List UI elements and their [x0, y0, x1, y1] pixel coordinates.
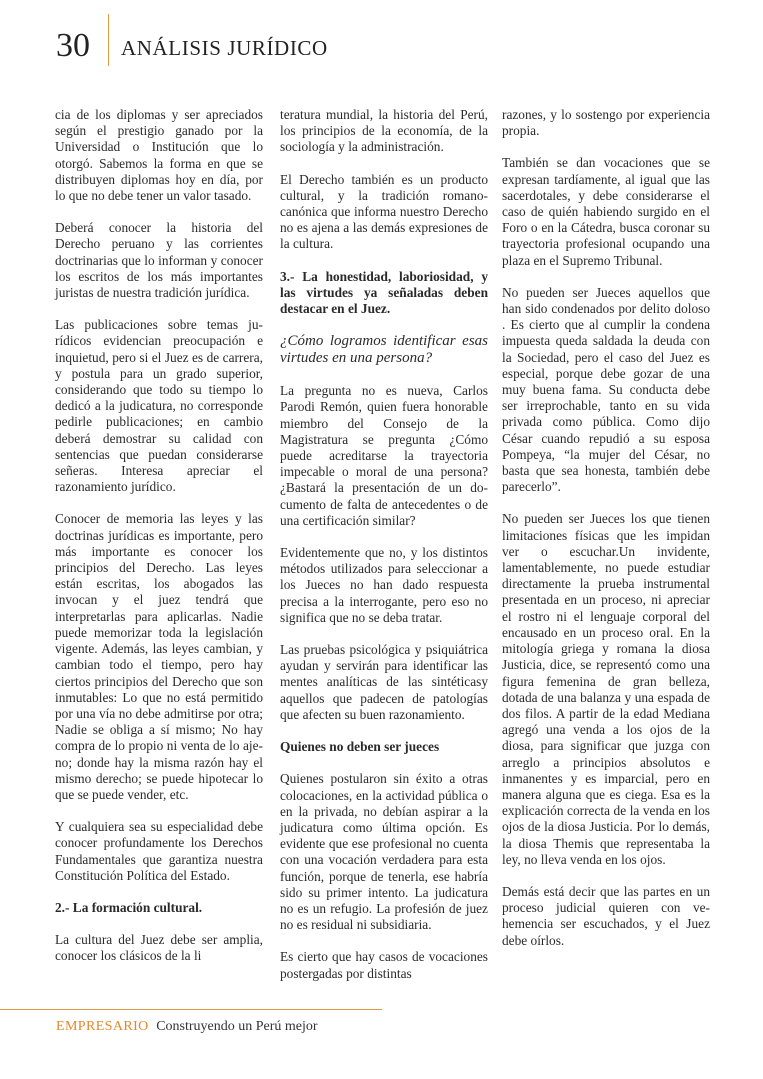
paragraph: Deberá conocer la historia del Derecho peruano y las corrientes doctrinarias que lo informan y conocer los escritos de los más importantes juristas de nuestra tradición jurídica. [55, 220, 263, 301]
paragraph: Evidentemente que no, y los distintos métodos utilizados para seleccionar a los Jueces no han dado respuesta precisa a la interrogante, pero eso no significa que no se deba tratar. [280, 545, 488, 625]
section-heading: 3.- La honestidad, laboriosidad, y las virtudes ya señaladas deben destacar en el Juez. [280, 268, 488, 317]
magazine-brand: EMPRESARIO [56, 1019, 149, 1034]
paragraph: razones, y lo sostengo por experiencia propia. [502, 107, 710, 139]
section-heading: 2.- La formación cultural. [55, 899, 203, 915]
paragraph: cia de los diplomas y ser apreciados según el prestigio ganado por la Universidad o Institución que lo otorgó. Sabemos la forma en que se distribuyen diplomas hoy en día, por lo que no debe tener un valor tasado. [55, 107, 263, 204]
paragraph: La pregunta no es nueva, Carlos Parodi Remón, quien fuera honorable miembro del Consejo de la Magistratura se pregunta ¿Cómo puede acreditarse la trayectoria impecable o moral de una persona? ¿Bastará la presentación de un documento de falta de antecedentes o de una certificación similar? [280, 383, 488, 528]
text-column-1 [55, 107, 263, 981]
page-footer [56, 1018, 318, 1036]
paragraph: El Derecho también es un producto cultural, y la tradición romano-canónica que informa nuestro Derecho no es ajena a las demás expresiones de la cultura. [280, 171, 488, 252]
magazine-tagline: Construyendo un Perú mejor [156, 1019, 318, 1034]
paragraph: No pueden ser Jueces aquellos que han sido condenados por delito doloso . Es cierto que al cumplir la condena impuesta queda saldada la deuda con la Sociedad, pero el caso del Juez es especial, porque debe gozar de una muy buena fama. Su conducta debe ser irreprochable, tanto en su vida privada como pública. Como dijo César cuando repudió a su esposa Pompeya, “la mujer del César, no basta que sea honesta, también debe parecerlo”. [502, 284, 710, 495]
section-title: ANÁLISIS JURÍDICO [121, 36, 328, 60]
header-divider [108, 14, 109, 66]
paragraph: La cultura del Juez debe ser amplia, conocer los clásicos de la li [55, 932, 263, 964]
footer-divider [0, 1009, 382, 1010]
paragraph: Las publicaciones sobre temas jurídicos evidencian preocupación e inquietud, pero si el Juez es de carrera, y postula para un grado superior, considerando que todo su tiempo lo dedicó a la judicatura, no corresponde pedirle publicaciones; en cambio deberá demostrar su calidad con sentencias que puedan considerarse señeras. Interesa apreciar el razonamiento jurídico. [55, 317, 263, 495]
text-column-3 [502, 107, 710, 965]
paragraph: Y cualquiera sea su especialidad debe conocer profundamente los Derechos Fundamentales que garantiza nuestra Constitución Política del Estado. [55, 819, 263, 883]
paragraph: Las pruebas psicológica y psiquiátrica ayudan y servirán para identificar las mentes analíticas de las sintéticasy aquellos que padecen de patologías que afecten su buen razonamiento. [280, 642, 488, 722]
text-column-2 [280, 107, 488, 998]
paragraph: Quienes postularon sin éxito a otras colocaciones, en la actividad pública o en la privada, no debían aspirar a la judicatura como última opción. Es evidente que ese profesional no cuenta con una vocación verdadera para esta función, porque de tenerla, ese habría sido su primer intento. La judicatura no es un refugio. La profesión de juez no es residual ni subsidiaria. [280, 771, 488, 933]
section-heading: Quienes no deben ser jueces [280, 739, 440, 755]
paragraph: No pueden ser Jueces los que tienen limitaciones físicas que les impidan ver o escuchar.Un invidente, lamentablemente, no puede estudiar directamente la prueba instrumental presentada en un proceso, ni apreciar el rostro ni el lenguaje corporal del encausado en un proceso oral. En la mitología griega y romana la diosa Justicia, dice, se representó como una figura femenina de gran belleza, dotada de una balanza y una espada de dos filos. A partir de la edad Mediana agregó una venda a los ojos de la diosa, para significar que juzga con arreglo a principios absolutos e inmanentes y es imparcial, pero en manera alguna que es ciega. Esa es la explicación correcta de la venda en los ojos de la diosa Justicia. Por lo demás, la diosa Themis que representaba la ley, no lleva venda en los ojos. [502, 511, 710, 867]
question-subheading: ¿Cómo logramos identificar esas virtudes en una persona? [280, 333, 488, 367]
paragraph: Es cierto que hay casos de vocaciones postergadas por distintas [280, 949, 488, 981]
paragraph: Conocer de memoria las leyes y las doctrinas jurídicas es importante, pero más importante es conocer los principios del Derecho. Las leyes están escritas, los abogados las invocan y el juez tendrá que interpretarlas para aplicarlas. Nadie puede memorizar toda la legislación vigente. Además, las leyes cambian, y cambian todo el tiempo, pero hay ciertos principios del Derecho que son inmutables: Lo que no está permitido por una vía no debe admitirse por otra; Nadie se obliga a sí mismo; No hay compra de lo propio ni venta de lo ajeno; donde hay la misma razón hay el mismo derecho; se puede hipotecar lo que se puede vender, etc. [55, 511, 263, 802]
page-number: 30 [56, 27, 90, 64]
paragraph: Demás está decir que las partes en un proceso judicial quieren con vehemencia ser escuchados, y el Juez debe oírlos. [502, 883, 710, 948]
paragraph: teratura mundial, la historia del Perú, los principios de la economía, de la sociología y la administración. [280, 107, 488, 155]
paragraph: También se dan vocaciones que se expresan tardíamente, al igual que las sacerdotales, y debe considerarse el caso de quién habiendo surgido en el Foro o en la Cátedra, busca coronar su trayectoria profesional ocupando una plaza en el Supremo Tribunal. [502, 155, 710, 268]
